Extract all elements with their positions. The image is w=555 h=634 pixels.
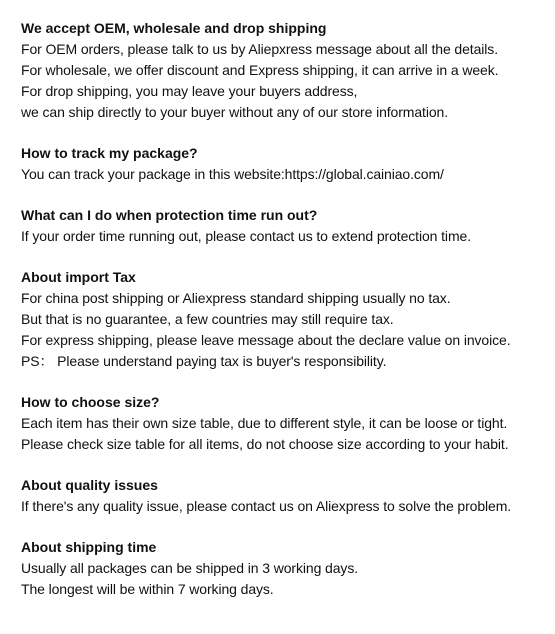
section-oem-wholesale-dropship [21,18,551,123]
section-heading: About quality issues [21,477,158,493]
section-import-tax [21,267,551,372]
section-text-line: Usually all packages can be shipped in 3 working days. [21,560,359,576]
section-heading: We accept OEM, wholesale and drop shipping [21,20,327,36]
section-text-line: For china post shipping or Aliexpress standard shipping usually no tax. [21,290,451,306]
section-text-line: If your order time running out, please contact us to extend protection time. [21,228,471,244]
section-track-package [21,143,551,185]
section-text-line: we can ship directly to your buyer without any of our store information. [21,104,449,120]
section-text-line: Please check size table for all items, do not choose size according to your habit. [21,436,509,452]
section-heading: About shipping time [21,539,157,555]
section-heading: About import Tax [21,269,136,285]
section-shipping-time [21,537,551,600]
section-heading: How to track my package? [21,145,198,161]
section-quality-issues [21,475,551,517]
section-text-line: But that is no guarantee, a few countries may still require tax. [21,311,394,327]
section-protection-time [21,205,551,247]
section-text-line: PS： Please understand paying tax is buyer's responsibility. [21,353,387,369]
policy-document [21,18,551,600]
section-text-line: The longest will be within 7 working days. [21,581,274,597]
section-choose-size [21,392,551,455]
section-text-line: For drop shipping, you may leave your buyers address, [21,83,358,99]
section-text-line: For wholesale, we offer discount and Express shipping, it can arrive in a week. [21,62,499,78]
section-text-line: If there's any quality issue, please contact us on Aliexpress to solve the problem. [21,498,512,514]
section-text-line: For express shipping, please leave message about the declare value on invoice. [21,332,511,348]
section-heading: What can I do when protection time run out? [21,207,318,223]
section-text-line: For OEM orders, please talk to us by Aliepxress message about all the details. [21,41,498,57]
section-text-line: You can track your package in this website:https://global.cainiao.com/ [21,166,444,182]
section-heading: How to choose size? [21,394,160,410]
section-text-line: Each item has their own size table, due to different style, it can be loose or tight. [21,415,508,431]
